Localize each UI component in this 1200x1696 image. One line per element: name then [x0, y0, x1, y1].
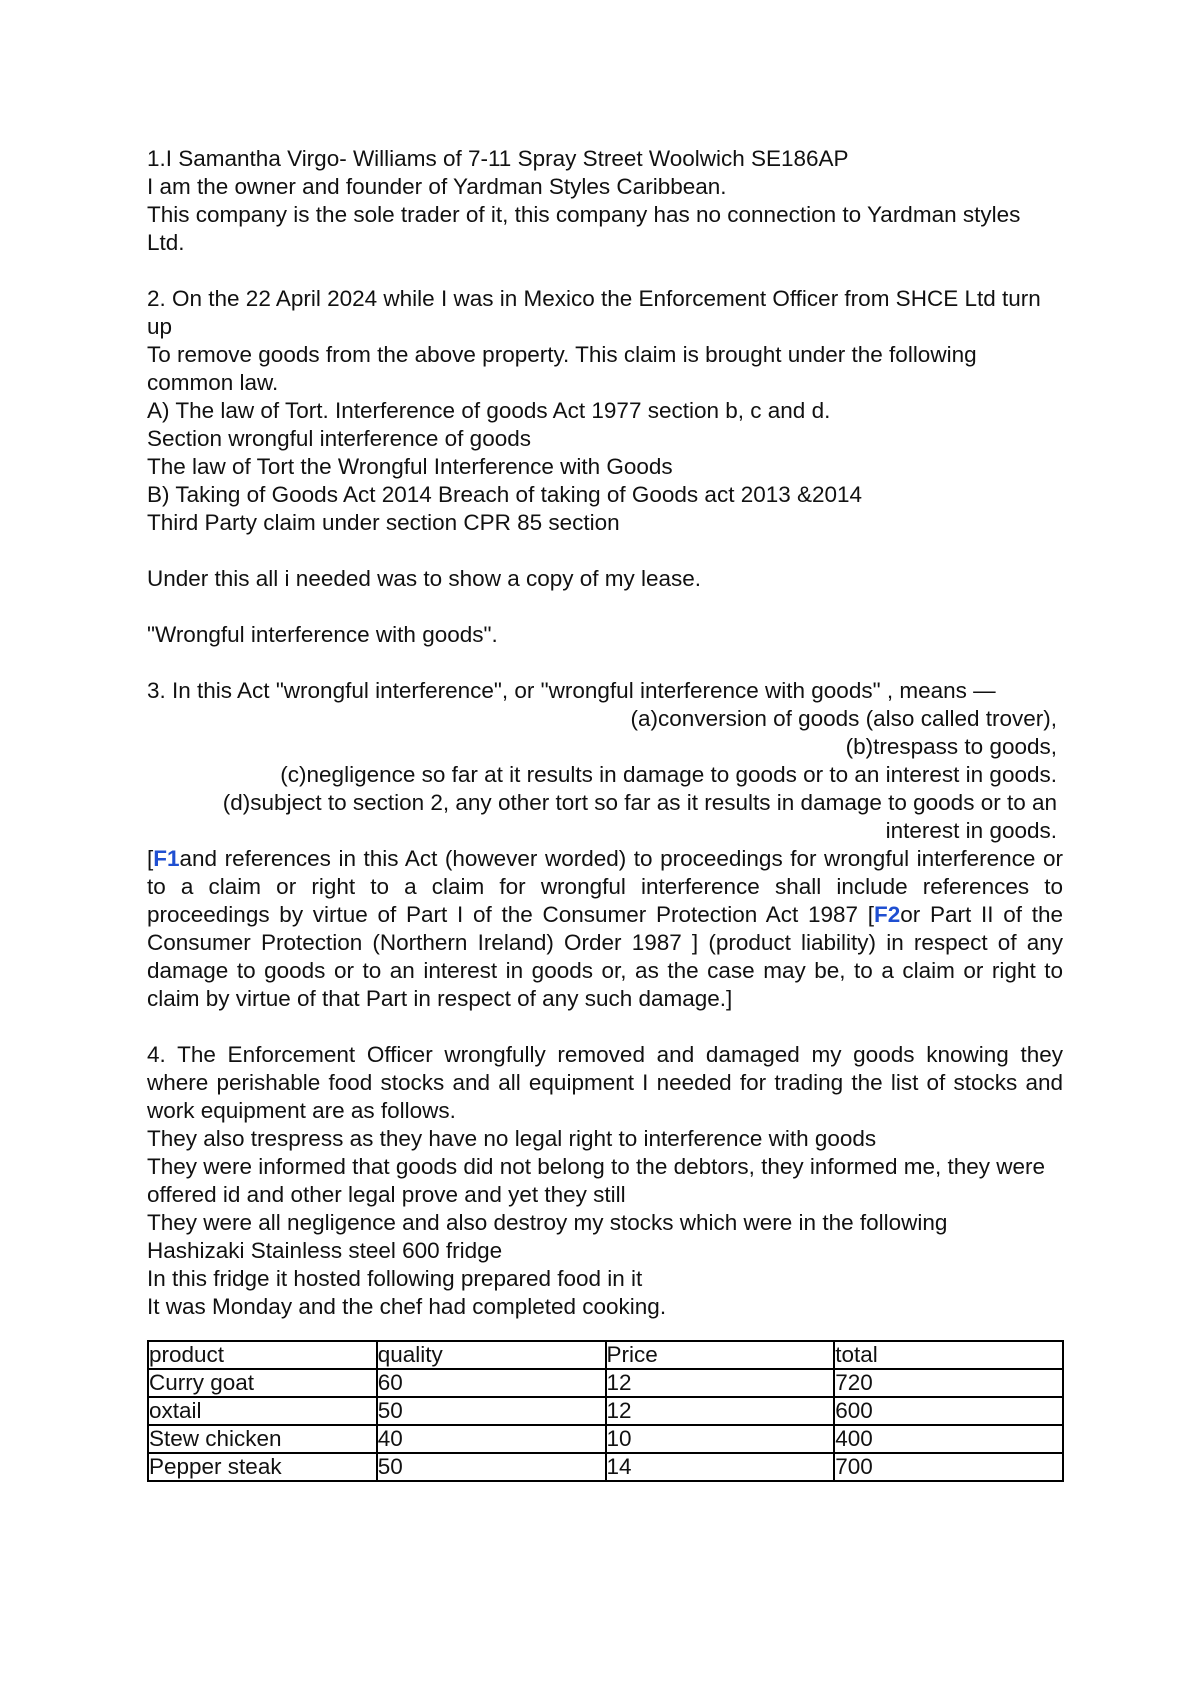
para2-line4: Section wrongful interference of goods [147, 426, 531, 451]
para1-line1: 1.I Samantha Virgo- Williams of 7-11 Spray Street Woolwich SE186AP [147, 146, 849, 171]
cell-product: oxtail [148, 1397, 377, 1425]
para4-line6: In this fridge it hosted following prepared food in it [147, 1266, 643, 1291]
spacer [147, 1013, 1063, 1041]
table-row [148, 1397, 1063, 1425]
cell-quality: 60 [377, 1369, 606, 1397]
cell-quality: 40 [377, 1425, 606, 1453]
para4-line2: They also trespress as they have no legal right to interference with goods [147, 1126, 877, 1151]
cell-total: 400 [834, 1425, 1063, 1453]
footnote-ref-f2[interactable]: F2 [874, 902, 901, 927]
cell-quality: 50 [377, 1453, 606, 1481]
para2-line5: The law of Tort the Wrongful Interference with Goods [147, 454, 673, 479]
cell-total: 700 [834, 1453, 1063, 1481]
document-page [147, 145, 1063, 1482]
spacer [147, 257, 1063, 285]
para4-line3: They were informed that goods did not belong to the debtors, they informed me, they were offered id and other legal prove and yet they still [147, 1154, 1046, 1207]
references-text-1: and references in this Act (however worded) to proceedings for wrongful interference or to a claim or right to a claim for wrongful interference shall include references to proceedings by virtue of Part I of the Consumer Protection Act 1987 [147, 846, 1063, 927]
para4-line1: 4. The Enforcement Officer wrongfully removed and damaged my goods knowing they where perishable food stocks and all equipment I needed for trading the list of stocks and work equipment are as follows. [147, 1042, 1063, 1123]
references-text-2: or Part II of the Consumer Protection (Northern Ireland) Order 1987 ] (product liability) in respect of any damage to goods or to an interest in goods or, as the case may be, to a claim or right to claim by virtue of that Part in respect of any such damage.] [147, 902, 1063, 1011]
cell-price: 10 [606, 1425, 835, 1453]
cell-price: 14 [606, 1453, 835, 1481]
cell-product: Curry goat [148, 1369, 377, 1397]
para2-line7: Third Party claim under section CPR 85 section [147, 510, 620, 535]
para4-line5: Hashizaki Stainless steel 600 fridge [147, 1238, 503, 1263]
para3-item-b: (b)trespass to goods, [845, 734, 1057, 759]
lease-line: Under this all i needed was to show a copy of my lease. [147, 566, 702, 591]
table-header-row [148, 1341, 1063, 1369]
header-product: product [148, 1341, 377, 1369]
cell-product: Pepper steak [148, 1453, 377, 1481]
open-bracket-2: [ [867, 902, 875, 927]
cell-product: Stew chicken [148, 1425, 377, 1453]
para2-line1: 2. On the 22 April 2024 while I was in Mexico the Enforcement Officer from SHCE Ltd turn up [147, 286, 1041, 339]
para2-line6: B) Taking of Goods Act 2014 Breach of taking of Goods act 2013 &2014 [147, 482, 863, 507]
para3-intro: 3. In this Act "wrongful interference", or "wrongful interference with goods" , means — [147, 678, 996, 703]
header-quality: quality [377, 1341, 606, 1369]
table-row [148, 1453, 1063, 1481]
para4-line4: They were all negligence and also destroy my stocks which were in the following [147, 1210, 948, 1235]
table-row [148, 1369, 1063, 1397]
footnote-ref-f1[interactable]: F1 [153, 846, 180, 871]
para2-line3: A) The law of Tort. Interference of goods Act 1977 section b, c and d. [147, 398, 831, 423]
header-total: total [834, 1341, 1063, 1369]
cell-total: 720 [834, 1369, 1063, 1397]
cell-price: 12 [606, 1397, 835, 1425]
spacer [147, 537, 1063, 565]
para3-references [147, 845, 1063, 1013]
para3-item-d: (d)subject to section 2, any other tort so far as it results in damage to goods or to an interest in goods. [222, 790, 1057, 843]
open-bracket: [ [147, 846, 154, 871]
para1-line3: This company is the sole trader of it, this company has no connection to Yardman styles Ltd. [147, 202, 1021, 255]
para3-item-a: (a)conversion of goods (also called trover), [630, 706, 1057, 731]
spacer [147, 649, 1063, 677]
stock-table [147, 1340, 1064, 1482]
header-price: Price [606, 1341, 835, 1369]
cell-total: 600 [834, 1397, 1063, 1425]
cell-price: 12 [606, 1369, 835, 1397]
para2-line2: To remove goods from the above property. This claim is brought under the following common law. [147, 342, 977, 395]
table-row [148, 1425, 1063, 1453]
quote-heading: "Wrongful interference with goods". [147, 622, 498, 647]
spacer [147, 593, 1063, 621]
para3-item-c: (c)negligence so far at it results in damage to goods or to an interest in goods. [280, 762, 1057, 787]
cell-quality: 50 [377, 1397, 606, 1425]
para4-line7: It was Monday and the chef had completed cooking. [147, 1294, 667, 1319]
para1-line2: I am the owner and founder of Yardman Styles Caribbean. [147, 174, 727, 199]
